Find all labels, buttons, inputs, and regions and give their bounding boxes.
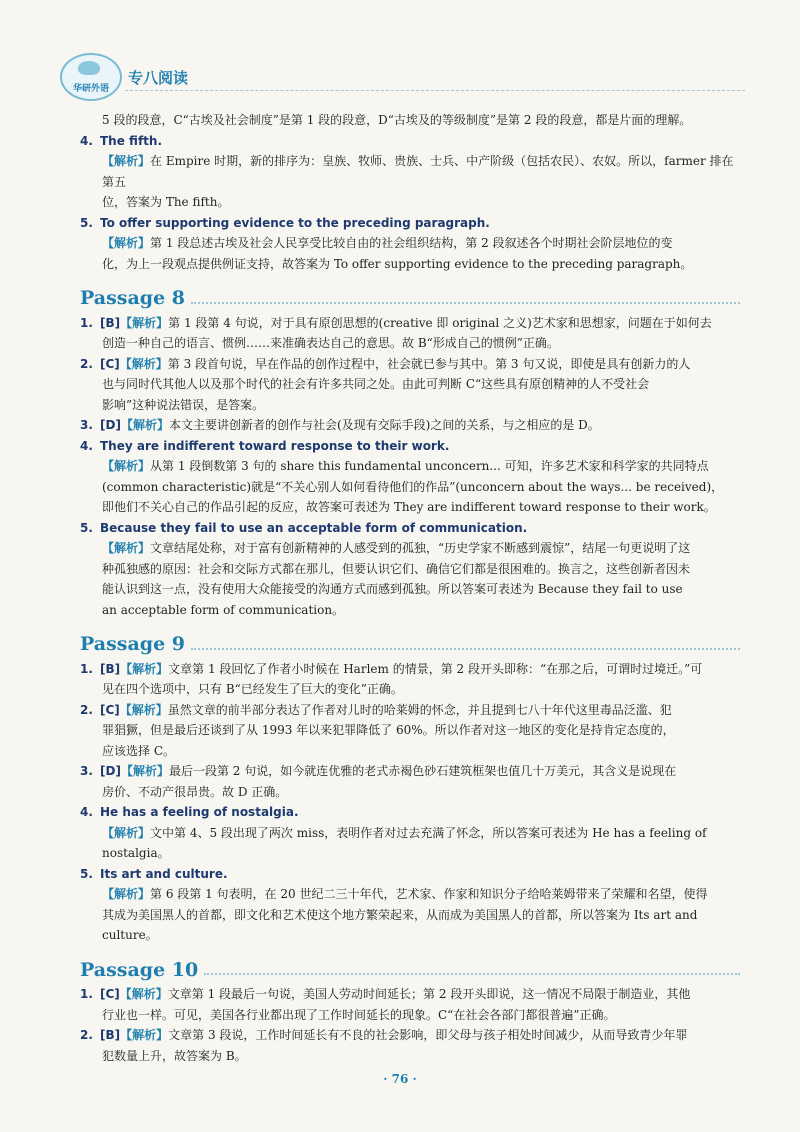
analysis-line: 文章第 1 段最后一句说，美国人劳动时间延长；第 2 段开头即说，这一情况不局限于制造业，其他 xyxy=(167,987,691,1001)
item-number: 5. xyxy=(80,215,93,230)
page-number: · 76 · xyxy=(383,1072,417,1086)
item-number: 2. xyxy=(80,356,93,371)
page-header xyxy=(60,52,188,102)
analysis-line: 见在四个选项中，只有 B“已经发生了巨大的变化”正确。 xyxy=(102,682,403,696)
answer-text: Because they fail to use an acceptable form of communication. xyxy=(100,520,528,535)
item-number: 2. xyxy=(80,1028,93,1042)
analysis-line: 应该选择 C。 xyxy=(102,743,175,758)
analysis-tag: 【解析】 xyxy=(102,887,151,901)
answer-text: Its art and culture. xyxy=(100,866,228,881)
analysis-line: 第 3 段首句说，早在作品的创作过程中，社会就已参与其中。第 3 句又说，即使是具有创新力的人 xyxy=(167,356,691,371)
analysis-line: 即他们不关心自己的作品引起的反应，故答案可表述为 They are indifferent toward response to their work。 xyxy=(102,500,716,514)
answer-item xyxy=(80,659,740,700)
item-number: 5. xyxy=(80,866,93,881)
analysis-line xyxy=(80,538,740,559)
analysis-line-text: 文中第 4、5 段出现了两次 miss，表明作者对过去充满了怀念，所以答案可表述为 He has a feeling of xyxy=(150,825,707,840)
item-body xyxy=(100,864,740,885)
passage-title: Passage 9 xyxy=(80,633,186,655)
analysis-tag: 【解析】 xyxy=(102,154,151,168)
answer-item xyxy=(80,354,740,416)
analysis-line xyxy=(80,884,740,905)
answer-item-header xyxy=(80,313,740,334)
answer-choice: [B] xyxy=(100,1028,121,1042)
analysis-tag: 【解析】 xyxy=(119,702,168,717)
analysis-line: 影响”这种说法错误，是答案。 xyxy=(102,397,265,412)
answer-item xyxy=(80,436,740,518)
item-number: 3. xyxy=(80,764,93,778)
passage-section xyxy=(80,960,740,1067)
answer-item xyxy=(80,415,740,436)
item-body xyxy=(100,518,740,539)
item-number: 5. xyxy=(80,520,93,535)
brand-name: 华研外语 xyxy=(72,84,109,94)
analysis-line: 罪猖獗，但是最后还谈到了从 1993 年以来犯罪降低了 60%。所以作者对这一地区的变化是持肯定态度的， xyxy=(102,723,675,737)
passage-section xyxy=(80,288,740,620)
analysis-tag: 【解析】 xyxy=(102,541,151,555)
analysis-tag: 【解析】 xyxy=(120,1028,169,1042)
answer-content xyxy=(80,110,740,1066)
answer-text: He has a feeling of nostalgia. xyxy=(100,805,299,819)
analysis-tag: 【解析】 xyxy=(119,987,168,1001)
analysis-line: nostalgia。 xyxy=(102,846,170,860)
passage-title: Passage 10 xyxy=(80,958,199,981)
item-number: 1. xyxy=(80,661,93,676)
answer-item-header xyxy=(80,984,740,1005)
answer-text: They are indifferent toward response to their work. xyxy=(100,438,450,453)
previous-passage-items xyxy=(80,131,740,275)
answer-text: The fifth. xyxy=(100,133,162,148)
passage-section xyxy=(80,634,740,946)
answer-item xyxy=(80,1025,740,1066)
item-number: 1. xyxy=(80,987,93,1001)
analysis-line: 本文主要讲创新者的创作与社会(及现有交际手段)之间的关系，与之相应的是 D。 xyxy=(168,418,600,432)
analysis-line: 最后一段第 2 句说，如今就连优雅的老式赤褐色砂石建筑框架也值几十万美元，其含义是说现在 xyxy=(168,764,677,778)
analysis-line: 其成为美国黑人的首都，即文化和艺术使这个地方繁荣起来，从而成为美国黑人的首都，所以答案为 Its art and xyxy=(102,907,698,922)
answer-item xyxy=(80,313,740,354)
item-body xyxy=(100,313,740,334)
item-number: 1. xyxy=(80,315,93,330)
item-body xyxy=(100,415,740,436)
answer-item xyxy=(80,518,740,621)
answer-item-header xyxy=(80,700,740,721)
analysis-line: 文章第 1 段回忆了作者小时候在 Harlem 的情景，第 2 段开头即称：“在那之后，可谓时过境迁。”可 xyxy=(168,661,703,676)
answer-choice: [C] xyxy=(100,987,120,1001)
answer-item xyxy=(80,131,740,213)
passage-heading xyxy=(80,960,740,981)
item-body xyxy=(100,1025,740,1046)
item-body xyxy=(100,659,740,680)
section-title: 专八阅读 xyxy=(128,68,189,87)
analysis-line-text: 在 Empire 时期，新的排序为：皇族、牧师、贵族、士兵、中产阶级（包括农民）、农奴。所以，farmer 排在第五 xyxy=(102,154,734,189)
analysis-line xyxy=(80,456,740,477)
analysis-tag: 【解析】 xyxy=(120,661,169,676)
answer-choice: [B] xyxy=(100,661,121,676)
frog-mascot-icon xyxy=(78,61,100,75)
analysis-line: 文章第 3 段说，工作时间延长有不良的社会影响，即父母与孩子相处时间减少，从而导致青少年罪 xyxy=(168,1028,688,1042)
analysis-line-text: 文章结尾处称，对于富有创新精神的人感受到的孤独，“历史学家不断感到震惊”，结尾一句更说明了这 xyxy=(150,541,691,555)
dotted-rule xyxy=(191,302,740,304)
passage-heading xyxy=(80,288,740,309)
answer-choice: [C] xyxy=(100,702,120,717)
answer-item-header xyxy=(80,659,740,680)
analysis-line-text: 第 1 段总述古埃及社会人民享受比较自由的社会组织结构，第 2 段叙述各个时期社会阶层地位的变 xyxy=(150,236,673,250)
analysis-tag: 【解析】 xyxy=(120,315,169,330)
answer-item-header xyxy=(80,354,740,375)
answer-item-header xyxy=(80,213,740,234)
analysis-line-text: 第 6 段第 1 句表明，在 20 世纪二三十年代，艺术家、作家和知识分子给哈莱姆带来了荣耀和名望，使得 xyxy=(150,887,708,901)
analysis-line: 能认识到这一点，没有使用大众能接受的沟通方式而感到孤独。所以答案可表述为 Because they fail to use xyxy=(102,582,683,596)
item-body xyxy=(100,700,740,721)
analysis-line: 行业也一样。可见，美国各行业都出现了工作时间延长的现象。C“在社会各部门都很普遍”正确。 xyxy=(102,1007,616,1022)
analysis-line: 第 1 段第 4 句说，对于具有原创思想的(creative 即 original 之义)艺术家和思想家，问题在于如何去 xyxy=(168,315,712,330)
answer-item xyxy=(80,213,740,275)
analysis-line xyxy=(80,233,740,254)
analysis-tag: 【解析】 xyxy=(119,356,168,371)
item-number: 2. xyxy=(80,702,93,717)
dotted-rule xyxy=(191,648,740,650)
analysis-line-text: 从第 1 段倒数第 3 句的 share this fundamental unconcern... 可知，许多艺术家和科学家的共同特点 xyxy=(150,459,709,473)
analysis-line: 位，答案为 The fifth。 xyxy=(102,195,230,209)
item-body xyxy=(100,213,740,234)
analysis-line xyxy=(80,151,740,192)
answer-item-header xyxy=(80,761,740,782)
analysis-tag: 【解析】 xyxy=(120,764,169,778)
answer-item-header xyxy=(80,131,740,152)
item-body xyxy=(100,802,740,823)
passage-heading xyxy=(80,634,740,655)
answer-item xyxy=(80,700,740,762)
answer-item-header xyxy=(80,436,740,457)
analysis-line xyxy=(80,823,740,844)
analysis-tag: 【解析】 xyxy=(102,825,151,840)
answer-choice: [B] xyxy=(100,315,121,330)
answer-item-header xyxy=(80,415,740,436)
analysis-line: 化，为上一段观点提供例证支持，故答案为 To offer supporting evidence to the preceding paragraph。 xyxy=(102,256,693,271)
passages xyxy=(80,288,740,1066)
analysis-line: 创造一种自己的语言、惯例……来准确表达自己的意思。故 B“形成自己的惯例”正确。 xyxy=(102,336,559,350)
item-number: 3. xyxy=(80,418,93,432)
answer-choice: [D] xyxy=(100,764,121,778)
item-number: 4. xyxy=(80,438,93,453)
dotted-rule xyxy=(204,973,740,975)
item-body xyxy=(100,761,740,782)
answer-item-header xyxy=(80,1025,740,1046)
item-body xyxy=(100,354,740,375)
answer-item xyxy=(80,802,740,864)
analysis-line: 种孤独感的原因：社会和交际方式都在那儿，但要认识它们、确信它们都是很困难的。换言之，这些创新者因未 xyxy=(102,561,691,576)
analysis-tag: 【解析】 xyxy=(102,459,151,473)
intro-continuation: 5 段的段意，C“古埃及社会制度”是第 1 段的段意，D“古埃及的等级制度”是第 2 段的段意，都是片面的理解。 xyxy=(102,113,692,127)
answer-item xyxy=(80,864,740,946)
analysis-line: 犯数量上升，故答案为 B。 xyxy=(102,1048,247,1063)
header-divider xyxy=(125,90,745,91)
analysis-line: 房价、不动产很昂贵。故 D 正确。 xyxy=(102,784,288,799)
item-number: 4. xyxy=(80,805,93,819)
analysis-line: culture。 xyxy=(102,928,158,942)
passage-title: Passage 8 xyxy=(80,287,186,309)
analysis-tag: 【解析】 xyxy=(102,236,151,250)
answer-choice: [C] xyxy=(100,356,120,371)
item-body xyxy=(100,436,740,457)
analysis-line: an acceptable form of communication。 xyxy=(102,602,345,617)
answer-choice: [D] xyxy=(100,418,121,432)
analysis-line: (common characteristic)就是“不关心别人如何看待他们的作品”(unconcern about the ways... be received)， xyxy=(102,479,724,494)
analysis-line: 也与同时代其他人以及那个时代的社会有许多共同之处。由此可判断 C“这些具有原创精神的人不受社会 xyxy=(102,377,650,391)
item-number: 4. xyxy=(80,133,93,148)
item-body xyxy=(100,131,740,152)
answer-item-header xyxy=(80,864,740,885)
answer-item-header xyxy=(80,802,740,823)
brand-logo xyxy=(60,53,122,101)
answer-item xyxy=(80,761,740,802)
answer-text: To offer supporting evidence to the preceding paragraph. xyxy=(100,215,490,230)
answer-item xyxy=(80,984,740,1025)
analysis-tag: 【解析】 xyxy=(120,418,169,432)
item-body xyxy=(100,984,740,1005)
analysis-line: 虽然文章的前半部分表达了作者对儿时的哈莱姆的怀念，并且提到七八十年代这里毒品泛滥、犯 xyxy=(167,702,672,717)
answer-item-header xyxy=(80,518,740,539)
